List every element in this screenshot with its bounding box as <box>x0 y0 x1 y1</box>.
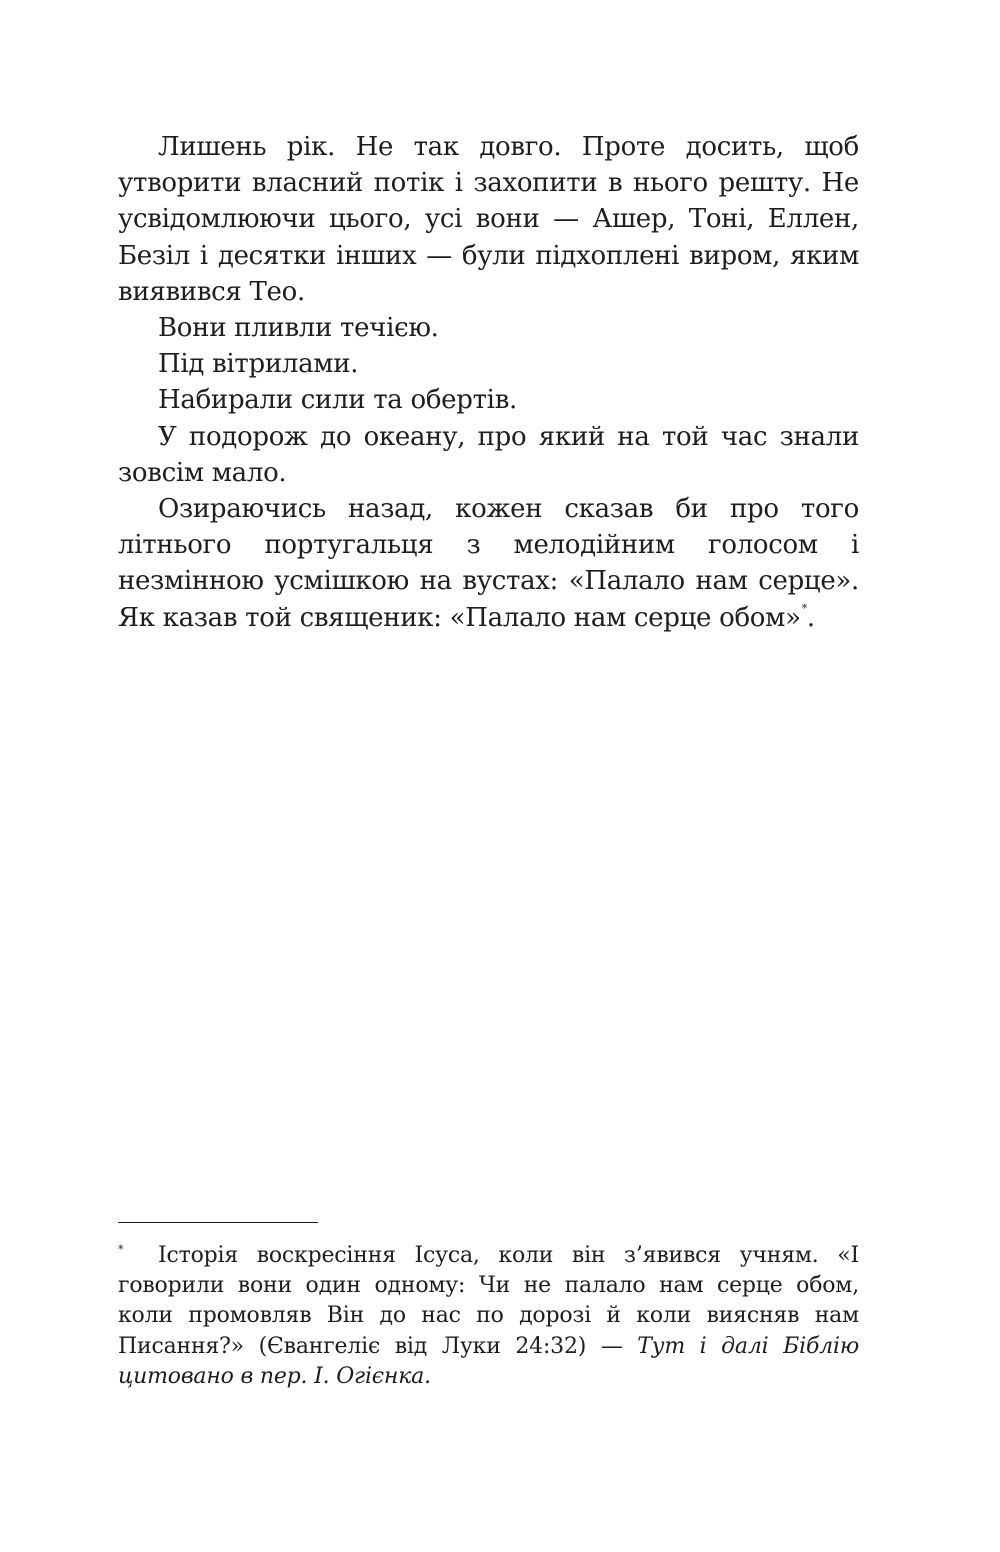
main-text <box>118 129 859 636</box>
footnote-divider <box>118 1222 318 1223</box>
footnote-text <box>118 1241 859 1392</box>
footnote-body: Історія воскресіння Ісуса, коли він з’явився учням. «І говорили вони один одному: Чи не палало нам серце обом, коли промовляв Він до нас по дорозі й коли виясняв нам Писання?» (Євангеліє від Луки 24:32) — <box>118 1243 859 1359</box>
footnote-reference[interactable]: * <box>801 601 807 615</box>
paragraph: Лишень рік. Не так довго. Проте досить, щоб утворити власний потік і захопити в нього решту. Не усвідомлюючи цього, усі вони — Ашер, Тоні, Еллен, Безіл і десятки інших — були підхоплені виром, яким виявився Тео. <box>118 132 859 307</box>
paragraph: У подорож до океану, про який на той час знали зовсім мало. <box>118 421 859 488</box>
paragraph-with-footnote-ref <box>118 491 859 636</box>
paragraph: Набирали сили та обертів. <box>158 385 518 416</box>
footnote <box>118 1241 859 1392</box>
footnote-mark: * <box>118 1243 124 1256</box>
footnote-italic-note: Тут і далі Біблію цитовано в пер. І. Огієнка. <box>118 1333 859 1389</box>
paragraph-end: . <box>806 602 815 633</box>
paragraph-text: Озираючись назад, кожен сказав би про того літнього португальця з мелодійним голосом і незмінною усмішкою на вустах: «Палало нам серце». Як казав той священик: «Палало нам серце обом» <box>118 494 859 633</box>
paragraph: Вони пливли течією. <box>158 313 439 344</box>
paragraph: Під вітрилами. <box>158 349 359 380</box>
